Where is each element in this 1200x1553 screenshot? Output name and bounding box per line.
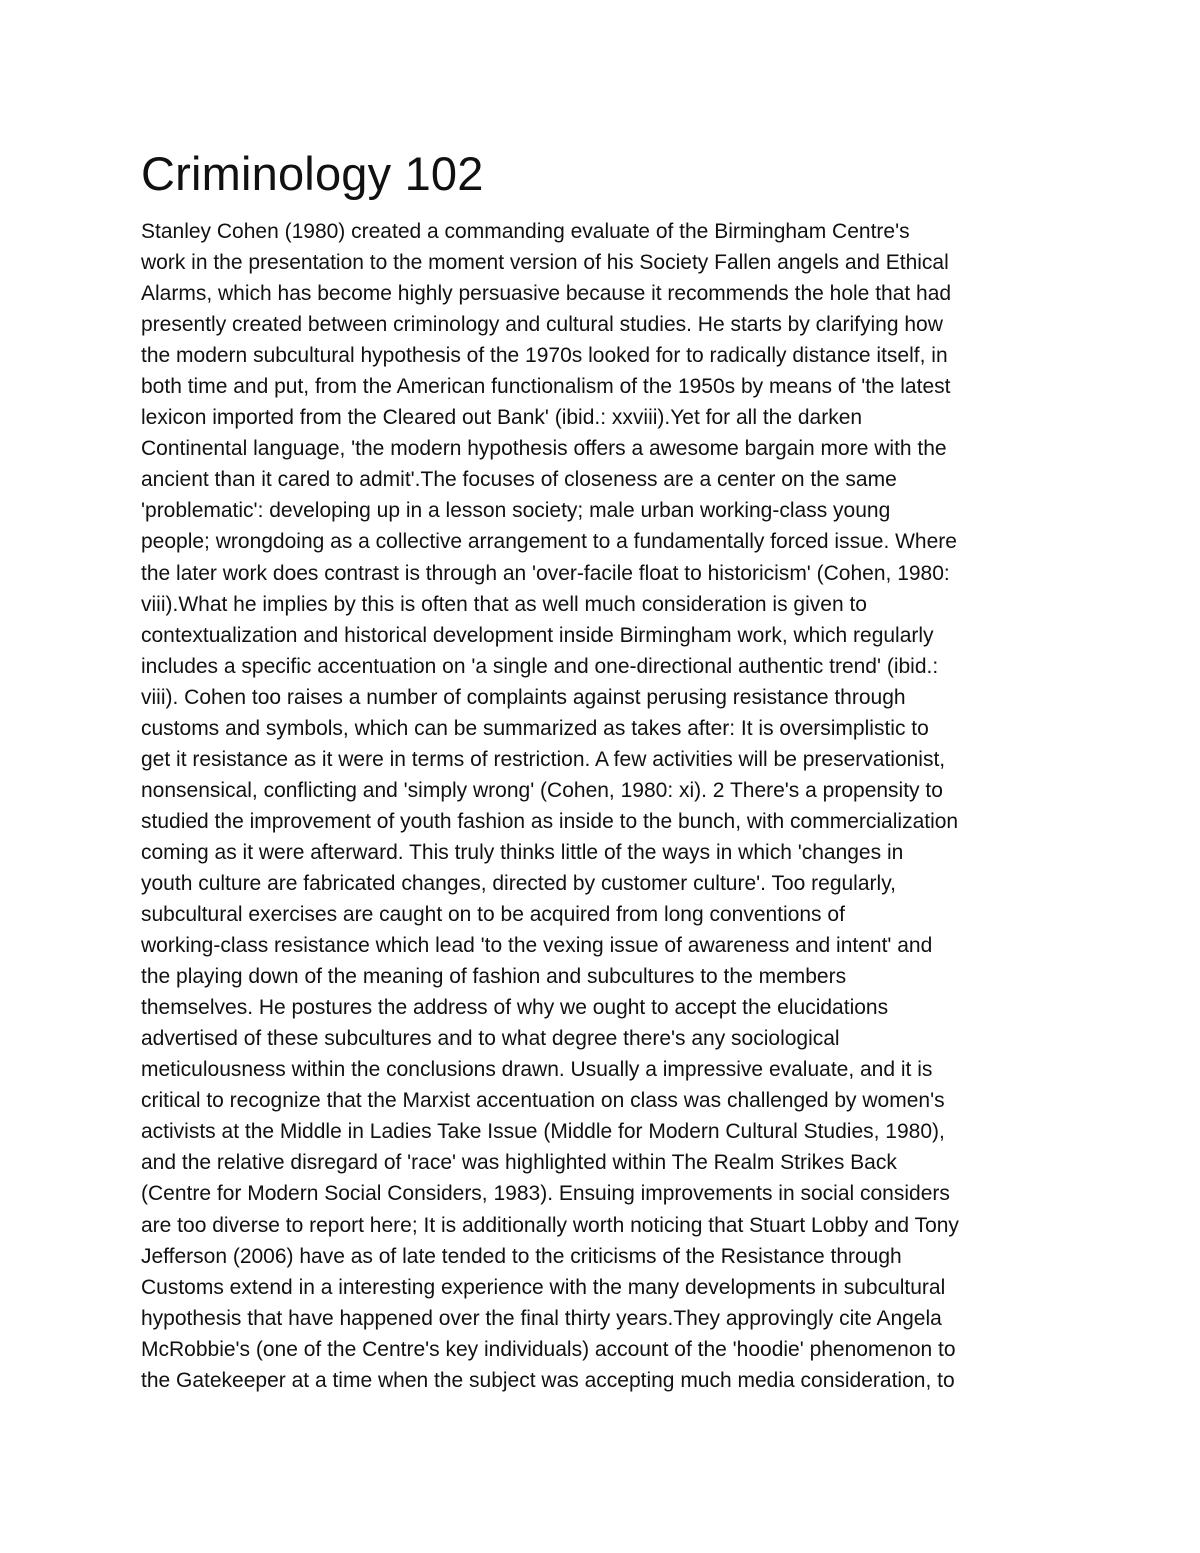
body-line: and the relative disregard of 'race' was highlighted within The Realm Strikes Back xyxy=(141,1151,897,1175)
body-line: the later work does contrast is through an 'over-facile float to historicism' (Cohen, 1980: xyxy=(141,561,950,585)
body-line: are too diverse to report here; It is additionally worth noticing that Stuart Lobby and Tony xyxy=(141,1213,959,1237)
body-line: youth culture are fabricated changes, directed by customer culture'. Too regularly, xyxy=(141,871,896,895)
body-line: work in the presentation to the moment version of his Society Fallen angels and Ethical xyxy=(141,251,949,275)
body-line: subcultural exercises are caught on to be acquired from long conventions of xyxy=(141,903,845,927)
body-line: Stanley Cohen (1980) created a commanding evaluate of the Birmingham Centre's xyxy=(141,220,910,243)
body-line: themselves. He postures the address of why we ought to accept the elucidations xyxy=(141,996,889,1020)
document-title: Criminology 102 xyxy=(141,147,484,200)
body-line: coming as it were afterward. This truly thinks little of the ways in which 'changes in xyxy=(141,840,904,864)
body-line: hypothesis that have happened over the final thirty years.They approvingly cite Angela xyxy=(141,1306,942,1330)
body-line: McRobbie's (one of the Centre's key individuals) account of the 'hoodie' phenomenon to xyxy=(141,1337,956,1361)
body-line: studied the improvement of youth fashion as inside to the bunch, with commercialization xyxy=(141,809,959,833)
body-line: Continental language, 'the modern hypothesis offers a awesome bargain more with the xyxy=(141,437,947,461)
body-line: (Centre for Modern Social Considers, 1983). Ensuing improvements in social considers xyxy=(141,1182,950,1206)
body-line: activists at the Middle in Ladies Take Issue (Middle for Modern Cultural Studies, 1980), xyxy=(141,1120,945,1144)
body-line: the Gatekeeper at a time when the subject was accepting much media consideration, to xyxy=(141,1368,955,1392)
body-line: both time and put, from the American functionalism of the 1950s by means of 'the latest xyxy=(141,375,951,399)
body-line: viii). Cohen too raises a number of complaints against perusing resistance through xyxy=(141,685,906,709)
body-line: the modern subcultural hypothesis of the 1970s looked for to radically distance itself, in xyxy=(141,344,948,368)
body-line: working-class resistance which lead 'to the vexing issue of awareness and intent' and xyxy=(141,934,933,958)
body-line: advertised of these subcultures and to what degree there's any sociological xyxy=(141,1027,840,1051)
body-line: the playing down of the meaning of fashion and subcultures to the members xyxy=(141,965,847,989)
body-line: critical to recognize that the Marxist accentuation on class was challenged by women's xyxy=(141,1089,945,1113)
body-line: Customs extend in a interesting experience with the many developments in subcultural xyxy=(141,1275,946,1299)
body-line: get it resistance as it were in terms of restriction. A few activities will be preservationist, xyxy=(141,747,946,771)
document-body xyxy=(141,216,1071,1396)
body-line: presently created between criminology and cultural studies. He starts by clarifying how xyxy=(141,313,943,337)
body-line: nonsensical, conflicting and 'simply wrong' (Cohen, 1980: xi). 2 There's a propensity to xyxy=(141,778,943,802)
body-line: customs and symbols, which can be summarized as takes after: It is oversimplistic to xyxy=(141,716,929,740)
document-page xyxy=(141,138,1071,1396)
body-line: people; wrongdoing as a collective arrangement to a fundamentally forced issue. Where xyxy=(141,530,957,554)
body-line: Jefferson (2006) have as of late tended to the criticisms of the Resistance through xyxy=(141,1244,902,1268)
body-line: lexicon imported from the Cleared out Bank' (ibid.: xxviii).Yet for all the darken xyxy=(141,406,863,430)
body-line: contextualization and historical development inside Birmingham work, which regularly xyxy=(141,623,934,647)
body-line: Alarms, which has become highly persuasive because it recommends the hole that had xyxy=(141,282,952,306)
body-line: includes a specific accentuation on 'a single and one-directional authentic trend' (ibid.: xyxy=(141,654,939,678)
body-line: meticulousness within the conclusions drawn. Usually a impressive evaluate, and it is xyxy=(141,1058,933,1082)
body-line: ancient than it cared to admit'.The focuses of closeness are a center on the same xyxy=(141,468,897,492)
body-line: 'problematic': developing up in a lesson society; male urban working-class young xyxy=(141,499,891,523)
body-line: viii).What he implies by this is often that as well much consideration is given to xyxy=(141,592,867,616)
